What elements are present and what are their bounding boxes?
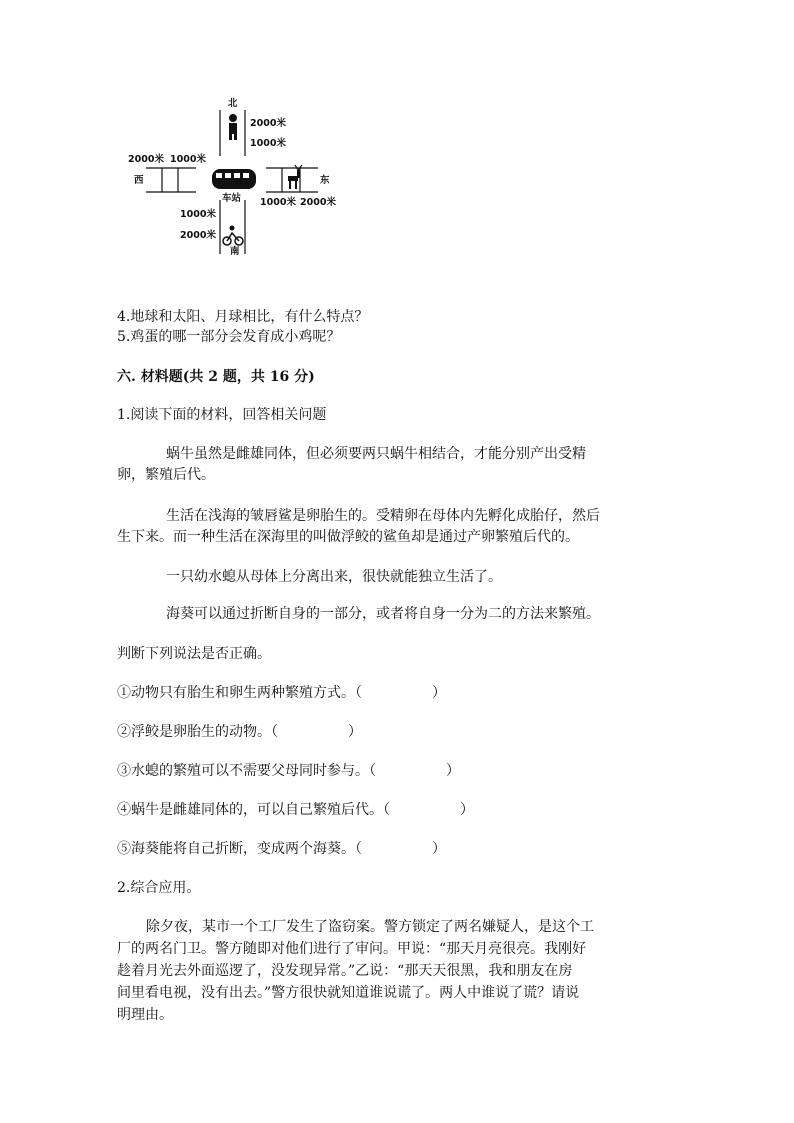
cyclist-icon — [223, 226, 243, 246]
q1-paragraph-3: 一只幼水螅从母体上分离出来，很快就能独立生活了。 — [166, 569, 502, 585]
q1-paragraph-2-line-2: 生下来。而一种生活在深海里的叫做浮鲛的鲨鱼却是通过产卵繁殖后代的。 — [117, 529, 579, 545]
q2-line-1: 除夕夜，某市一个工厂发生了盗窃案。警方锁定了两名嫌疑人，是这个工 — [146, 919, 594, 935]
question-5: 5.鸡蛋的哪一部分会发育成小鸡呢？ — [117, 329, 341, 345]
q1-paragraph-2-line-1: 生活在浅海的皱唇鲨是卵胎生的。受精卵在母体内先孵化成胎仔，然后 — [166, 508, 600, 524]
q1-statement-5: ⑤海葵能将自己折断，变成两个海葵。（ ） — [117, 841, 446, 857]
q1-judge-instruction: 判断下列说法是否正确。 — [117, 646, 271, 662]
train-icon — [212, 169, 256, 189]
q2-line-3: 趁着月光去外面巡逻了，没发现异常。”乙说：“那天天很黑，我和朋友在房 — [117, 963, 573, 979]
south-near-distance: 1000米 — [180, 209, 216, 220]
section-title: 六. 材料题(共 2 题，共 16 分) — [117, 369, 315, 385]
person-icon — [229, 114, 237, 140]
south-label: 南 — [230, 246, 240, 257]
q2-line-2: 厂的两名门卫。警方随即对他们进行了审问。甲说：“那天月亮很亮。我刚好 — [117, 941, 587, 957]
q1-statement-4: ④蜗牛是雌雄同体的，可以自己繁殖后代。（ ） — [117, 802, 474, 818]
west-far-distance: 2000米 — [128, 154, 164, 165]
station-label: 车站 — [222, 193, 242, 204]
north-far-distance: 2000米 — [250, 118, 286, 129]
q1-paragraph-1-line-2: 卵，繁殖后代。 — [117, 467, 215, 483]
q1-paragraph-1-line-1: 蜗牛虽然是雌雄同体，但必须要两只蜗牛相结合，才能分别产出受精 — [166, 446, 586, 462]
q2-line-4: 间里看电视，没有出去。”警方很快就知道谁说谎了。两人中谁说了谎？请说 — [117, 985, 580, 1001]
west-near-distance: 1000米 — [170, 154, 206, 165]
q1-statement-3: ③水螅的繁殖可以不需要父母同时参与。（ ） — [117, 763, 460, 779]
north-near-distance: 1000米 — [250, 138, 286, 149]
q1-statement-2: ②浮鲛是卵胎生的动物。（ ） — [117, 724, 362, 740]
south-far-distance: 2000米 — [180, 230, 216, 241]
q2-prompt: 2.综合应用。 — [117, 880, 201, 896]
north-label: 北 — [228, 98, 238, 109]
q1-paragraph-4: 海葵可以通过折断自身的一部分，或者将自身一分为二的方法来繁殖。 — [166, 606, 600, 622]
q1-statement-1: ①动物只有胎生和卵生两种繁殖方式。（ ） — [117, 685, 446, 701]
direction-map — [118, 96, 358, 266]
q2-line-5: 明理由。 — [117, 1007, 173, 1023]
q1-prompt: 1.阅读下面的材料，回答相关问题 — [117, 407, 327, 423]
east-label: 东 — [320, 175, 330, 186]
west-label: 西 — [134, 175, 144, 186]
east-near-distance: 1000米 — [260, 197, 296, 208]
question-4: 4.地球和太阳、月球相比，有什么特点？ — [117, 309, 369, 325]
east-far-distance: 2000米 — [300, 197, 336, 208]
